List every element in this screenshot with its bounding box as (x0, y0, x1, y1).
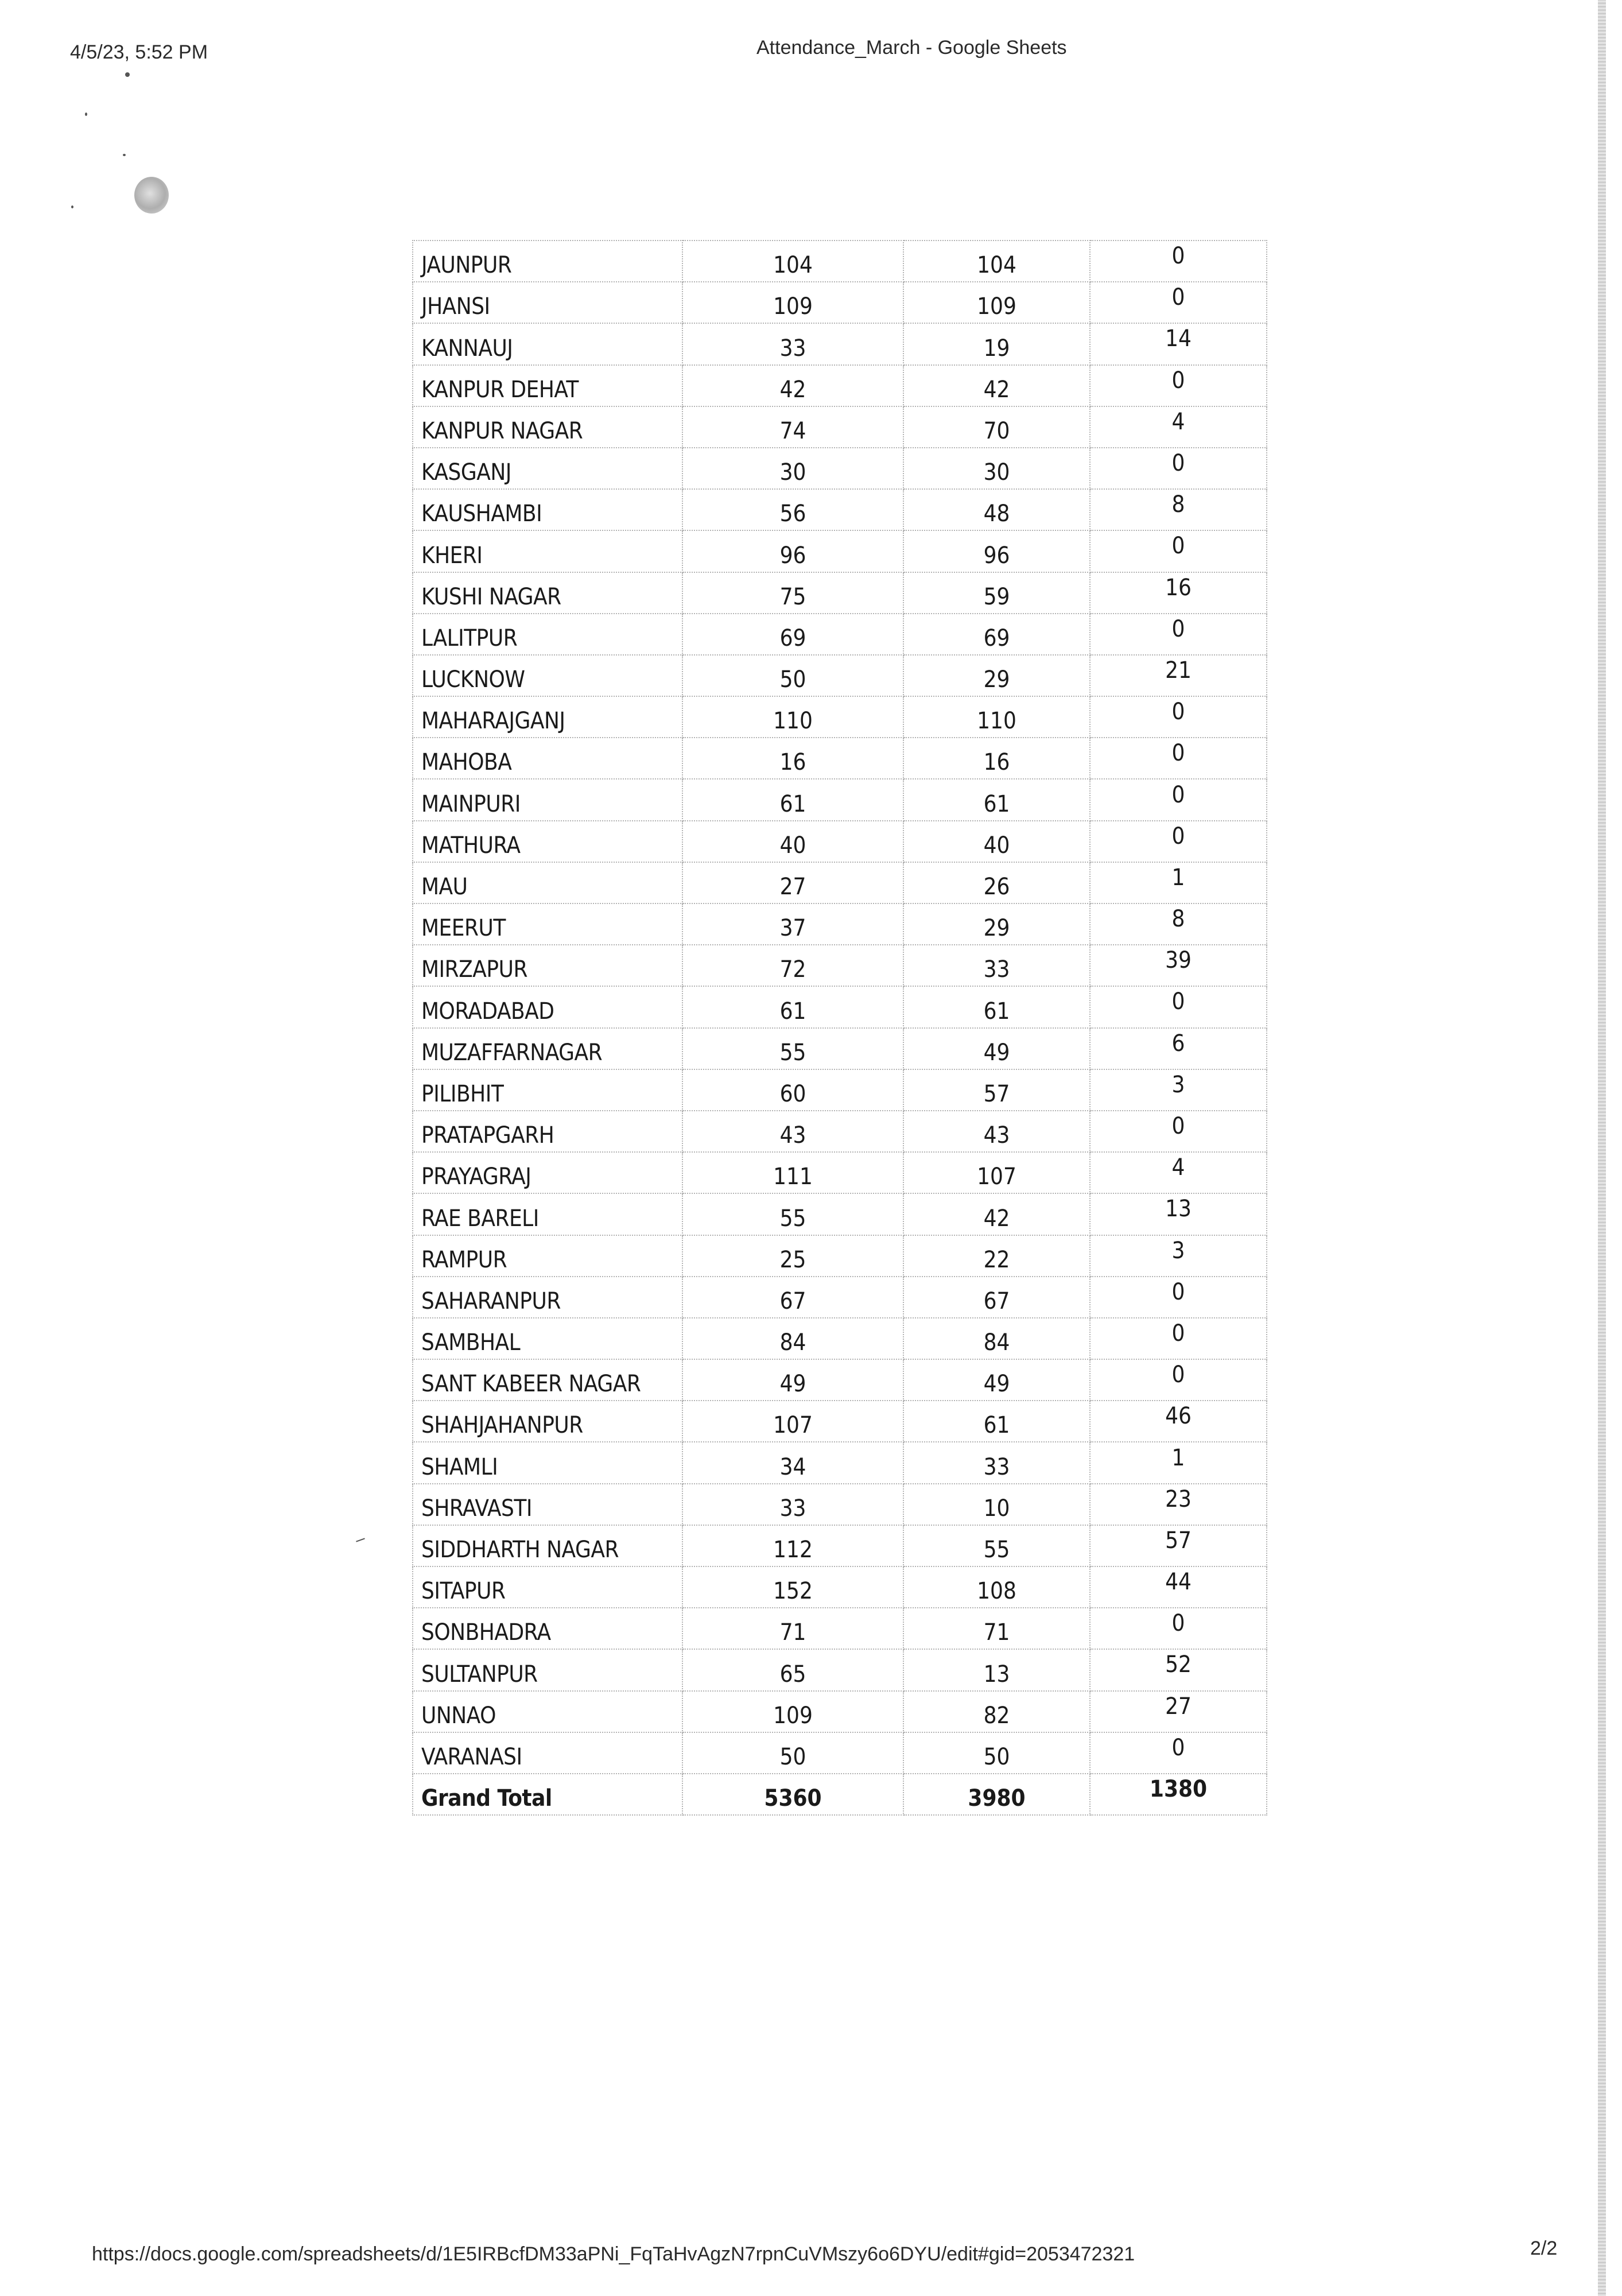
grand-total-total: 5360 (682, 1774, 903, 1815)
grand-total-absent: 1380 (1090, 1774, 1267, 1815)
table-row (413, 1028, 1267, 1069)
total-cell: 72 (682, 945, 903, 986)
scan-speck (356, 1538, 365, 1542)
present-cell: 50 (903, 1732, 1090, 1774)
absent-cell: 0 (1090, 1111, 1267, 1152)
table-row (413, 655, 1267, 696)
present-cell: 29 (903, 655, 1090, 696)
print-url: https://docs.google.com/spreadsheets/d/1E5IRBcfDM33aPNi_FqTaHvAgzN7rpnCuVMszy6o6DYU/edit#gid=2053472321 (92, 2243, 1135, 2265)
grand-total-label: Grand Total (413, 1774, 682, 1815)
table-row (413, 1525, 1267, 1566)
table-row (413, 779, 1267, 820)
scan-speck (71, 205, 73, 208)
absent-cell: 1 (1090, 1442, 1267, 1483)
district-cell: MORADABAD (413, 986, 682, 1027)
absent-cell: 4 (1090, 1152, 1267, 1193)
total-cell: 16 (682, 738, 903, 779)
district-cell: MAU (413, 862, 682, 903)
present-cell: 110 (903, 696, 1090, 738)
present-cell: 59 (903, 572, 1090, 614)
total-cell: 84 (682, 1318, 903, 1359)
total-cell: 27 (682, 862, 903, 903)
present-cell: 57 (903, 1069, 1090, 1111)
absent-cell: 27 (1090, 1691, 1267, 1732)
absent-cell: 0 (1090, 530, 1267, 572)
district-cell: RAMPUR (413, 1235, 682, 1277)
absent-cell: 39 (1090, 945, 1267, 986)
district-cell: PRAYAGRAJ (413, 1152, 682, 1193)
total-cell: 104 (682, 241, 903, 282)
table-row (413, 738, 1267, 779)
district-cell: JHANSI (413, 282, 682, 323)
present-cell: 19 (903, 323, 1090, 364)
table-row (413, 1608, 1267, 1649)
absent-cell: 0 (1090, 779, 1267, 820)
total-cell: 112 (682, 1525, 903, 1566)
absent-cell: 16 (1090, 572, 1267, 614)
present-cell: 10 (903, 1484, 1090, 1525)
absent-cell: 0 (1090, 448, 1267, 489)
total-cell: 109 (682, 1691, 903, 1732)
table-row (413, 1111, 1267, 1152)
present-cell: 67 (903, 1277, 1090, 1318)
total-cell: 109 (682, 282, 903, 323)
absent-cell: 23 (1090, 1484, 1267, 1525)
district-cell: RAE BARELI (413, 1193, 682, 1235)
present-cell: 96 (903, 530, 1090, 572)
absent-cell: 57 (1090, 1525, 1267, 1566)
absent-cell: 0 (1090, 282, 1267, 323)
present-cell: 43 (903, 1111, 1090, 1152)
present-cell: 29 (903, 903, 1090, 945)
district-cell: MIRZAPUR (413, 945, 682, 986)
table-row (413, 696, 1267, 738)
present-cell: 40 (903, 821, 1090, 862)
district-cell: SIDDHARTH NAGAR (413, 1525, 682, 1566)
absent-cell: 3 (1090, 1235, 1267, 1277)
total-cell: 55 (682, 1193, 903, 1235)
page-number: 2/2 (1530, 2237, 1558, 2259)
scan-speck (125, 72, 130, 77)
absent-cell: 8 (1090, 489, 1267, 530)
attendance-table-body (413, 241, 1267, 1815)
present-cell: 49 (903, 1028, 1090, 1069)
table-row (413, 1359, 1267, 1401)
total-cell: 30 (682, 448, 903, 489)
total-cell: 56 (682, 489, 903, 530)
district-cell: SONBHADRA (413, 1608, 682, 1649)
table-row (413, 1193, 1267, 1235)
absent-cell: 0 (1090, 614, 1267, 655)
district-cell: SANT KABEER NAGAR (413, 1359, 682, 1401)
total-cell: 50 (682, 655, 903, 696)
grand-total-row (413, 1774, 1267, 1815)
district-cell: MAHOBA (413, 738, 682, 779)
absent-cell: 0 (1090, 738, 1267, 779)
total-cell: 96 (682, 530, 903, 572)
present-cell: 71 (903, 1608, 1090, 1649)
total-cell: 40 (682, 821, 903, 862)
district-cell: MAINPURI (413, 779, 682, 820)
total-cell: 42 (682, 365, 903, 406)
scan-edge (1598, 0, 1606, 2296)
district-cell: MEERUT (413, 903, 682, 945)
district-cell: SULTANPUR (413, 1649, 682, 1690)
total-cell: 110 (682, 696, 903, 738)
district-cell: SAHARANPUR (413, 1277, 682, 1318)
absent-cell: 46 (1090, 1401, 1267, 1442)
total-cell: 69 (682, 614, 903, 655)
present-cell: 49 (903, 1359, 1090, 1401)
district-cell: KAUSHAMBI (413, 489, 682, 530)
district-cell: MUZAFFARNAGAR (413, 1028, 682, 1069)
absent-cell: 14 (1090, 323, 1267, 364)
present-cell: 22 (903, 1235, 1090, 1277)
total-cell: 75 (682, 572, 903, 614)
absent-cell: 0 (1090, 1277, 1267, 1318)
total-cell: 74 (682, 406, 903, 448)
absent-cell: 8 (1090, 903, 1267, 945)
total-cell: 111 (682, 1152, 903, 1193)
total-cell: 61 (682, 779, 903, 820)
table-row (413, 1401, 1267, 1442)
absent-cell: 0 (1090, 365, 1267, 406)
table-row (413, 1069, 1267, 1111)
total-cell: 49 (682, 1359, 903, 1401)
absent-cell: 21 (1090, 655, 1267, 696)
district-cell: SHRAVASTI (413, 1484, 682, 1525)
present-cell: 16 (903, 738, 1090, 779)
total-cell: 33 (682, 323, 903, 364)
present-cell: 48 (903, 489, 1090, 530)
district-cell: KANPUR DEHAT (413, 365, 682, 406)
table-row (413, 1566, 1267, 1608)
total-cell: 107 (682, 1401, 903, 1442)
scan-speck (123, 154, 126, 156)
absent-cell: 0 (1090, 821, 1267, 862)
present-cell: 61 (903, 986, 1090, 1027)
district-cell: LUCKNOW (413, 655, 682, 696)
present-cell: 33 (903, 945, 1090, 986)
district-cell: KHERI (413, 530, 682, 572)
district-cell: SAMBHAL (413, 1318, 682, 1359)
present-cell: 108 (903, 1566, 1090, 1608)
table-row (413, 1277, 1267, 1318)
absent-cell: 4 (1090, 406, 1267, 448)
table-row (413, 282, 1267, 323)
absent-cell: 0 (1090, 986, 1267, 1027)
table-row (413, 1732, 1267, 1774)
present-cell: 55 (903, 1525, 1090, 1566)
total-cell: 71 (682, 1608, 903, 1649)
present-cell: 61 (903, 1401, 1090, 1442)
present-cell: 82 (903, 1691, 1090, 1732)
absent-cell: 6 (1090, 1028, 1267, 1069)
present-cell: 61 (903, 779, 1090, 820)
attendance-table (412, 240, 1267, 1816)
present-cell: 30 (903, 448, 1090, 489)
district-cell: JAUNPUR (413, 241, 682, 282)
district-cell: PRATAPGARH (413, 1111, 682, 1152)
table-row (413, 1442, 1267, 1483)
grand-total-present: 3980 (903, 1774, 1090, 1815)
table-row (413, 241, 1267, 282)
present-cell: 42 (903, 1193, 1090, 1235)
district-cell: UNNAO (413, 1691, 682, 1732)
total-cell: 43 (682, 1111, 903, 1152)
absent-cell: 44 (1090, 1566, 1267, 1608)
total-cell: 25 (682, 1235, 903, 1277)
table-row (413, 406, 1267, 448)
table-row (413, 448, 1267, 489)
table-row (413, 1691, 1267, 1732)
district-cell: SHAHJAHANPUR (413, 1401, 682, 1442)
table-row (413, 572, 1267, 614)
district-cell: MAHARAJGANJ (413, 696, 682, 738)
district-cell: KANPUR NAGAR (413, 406, 682, 448)
punch-hole-mark (134, 177, 169, 214)
district-cell: KASGANJ (413, 448, 682, 489)
absent-cell: 0 (1090, 1318, 1267, 1359)
total-cell: 67 (682, 1277, 903, 1318)
district-cell: PILIBHIT (413, 1069, 682, 1111)
table-row (413, 903, 1267, 945)
absent-cell: 1 (1090, 862, 1267, 903)
absent-cell: 0 (1090, 1732, 1267, 1774)
table-row (413, 365, 1267, 406)
present-cell: 42 (903, 365, 1090, 406)
table-row (413, 1484, 1267, 1525)
present-cell: 26 (903, 862, 1090, 903)
table-row (413, 862, 1267, 903)
present-cell: 33 (903, 1442, 1090, 1483)
district-cell: SITAPUR (413, 1566, 682, 1608)
table-row (413, 530, 1267, 572)
absent-cell: 13 (1090, 1193, 1267, 1235)
print-datetime: 4/5/23, 5:52 PM (70, 41, 208, 63)
table-row (413, 1235, 1267, 1277)
present-cell: 13 (903, 1649, 1090, 1690)
table-row (413, 614, 1267, 655)
table-row (413, 986, 1267, 1027)
absent-cell: 0 (1090, 241, 1267, 282)
total-cell: 65 (682, 1649, 903, 1690)
absent-cell: 0 (1090, 696, 1267, 738)
district-cell: VARANASI (413, 1732, 682, 1774)
district-cell: MATHURA (413, 821, 682, 862)
total-cell: 34 (682, 1442, 903, 1483)
total-cell: 55 (682, 1028, 903, 1069)
district-cell: LALITPUR (413, 614, 682, 655)
present-cell: 69 (903, 614, 1090, 655)
table-row (413, 821, 1267, 862)
table-row (413, 489, 1267, 530)
total-cell: 50 (682, 1732, 903, 1774)
absent-cell: 0 (1090, 1608, 1267, 1649)
absent-cell: 0 (1090, 1359, 1267, 1401)
table-row (413, 323, 1267, 364)
district-cell: KANNAUJ (413, 323, 682, 364)
absent-cell: 52 (1090, 1649, 1267, 1690)
table-row (413, 1649, 1267, 1690)
total-cell: 60 (682, 1069, 903, 1111)
total-cell: 37 (682, 903, 903, 945)
present-cell: 104 (903, 241, 1090, 282)
district-cell: KUSHI NAGAR (413, 572, 682, 614)
scan-speck (85, 113, 87, 116)
present-cell: 107 (903, 1152, 1090, 1193)
total-cell: 33 (682, 1484, 903, 1525)
table-row (413, 945, 1267, 986)
table-row (413, 1152, 1267, 1193)
total-cell: 61 (682, 986, 903, 1027)
document-title: Attendance_March - Google Sheets (756, 37, 1067, 59)
present-cell: 84 (903, 1318, 1090, 1359)
table-row (413, 1318, 1267, 1359)
present-cell: 70 (903, 406, 1090, 448)
present-cell: 109 (903, 282, 1090, 323)
district-cell: SHAMLI (413, 1442, 682, 1483)
absent-cell: 3 (1090, 1069, 1267, 1111)
total-cell: 152 (682, 1566, 903, 1608)
